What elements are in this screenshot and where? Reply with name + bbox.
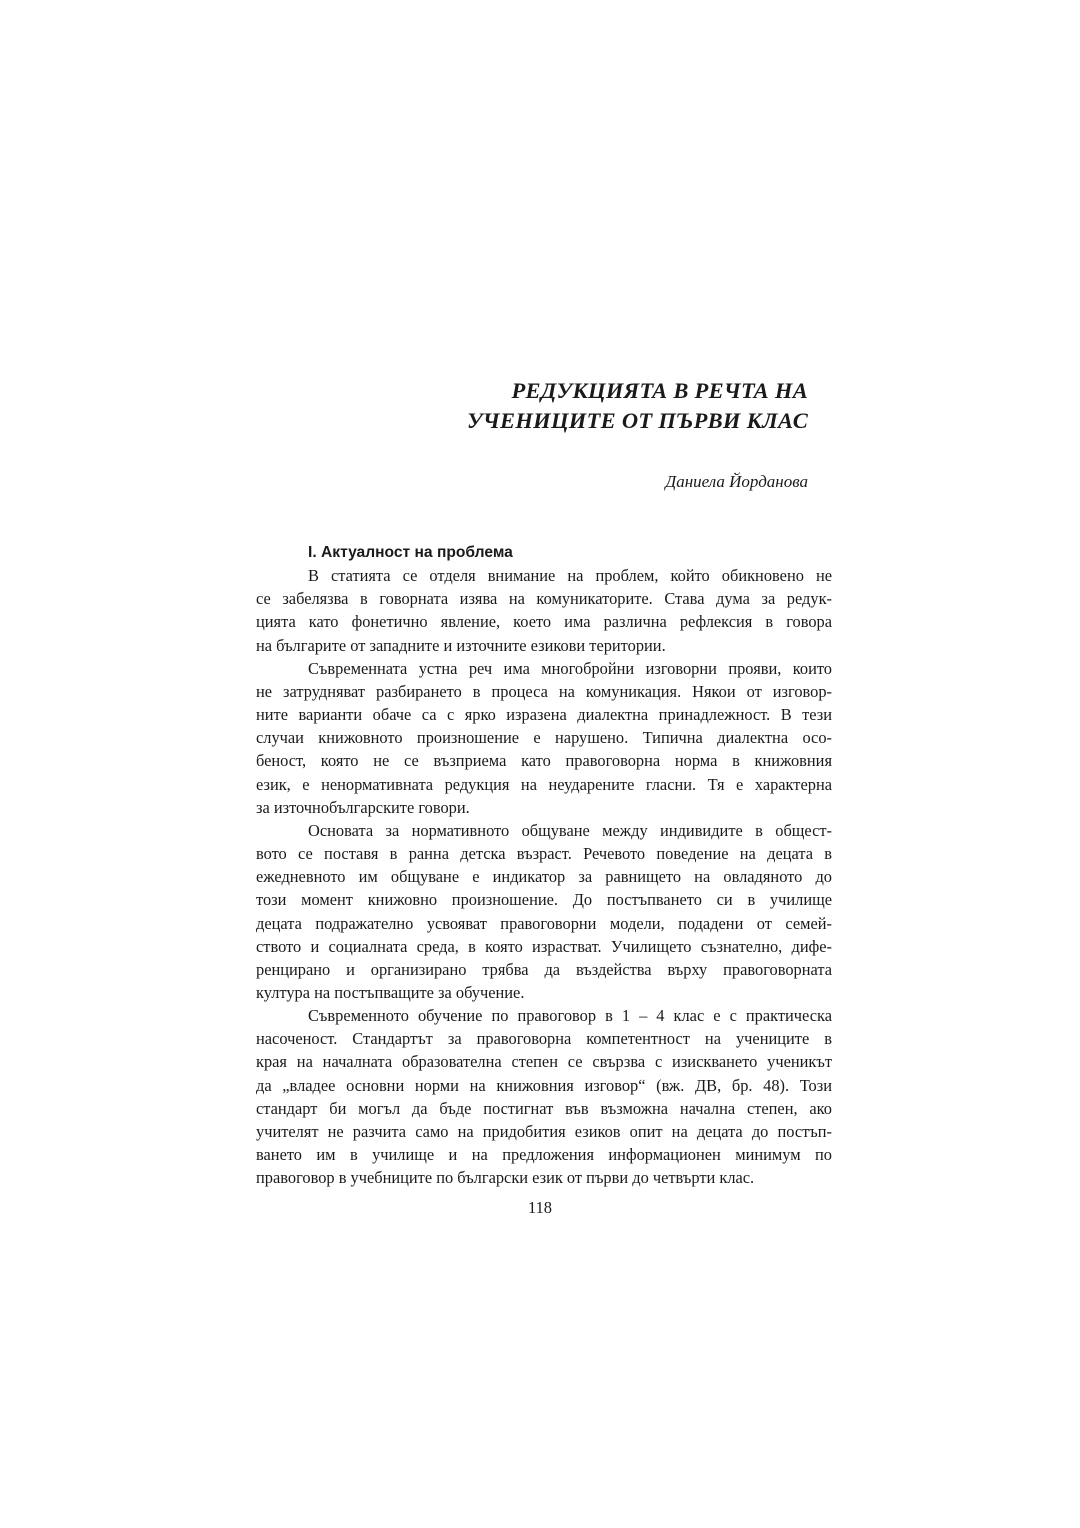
- paragraph-line: се забелязва в говорната изява на комуникаторите. Става дума за редук-: [256, 589, 832, 609]
- paragraph-line: ването им в училище и на предложения информационен минимум по: [256, 1145, 832, 1165]
- paragraph-line: ренцирано и организирано трябва да въздейства върху правоговорната: [256, 959, 832, 979]
- paragraph-line: насоченост. Стандартът за правоговорна компетентност на учениците в: [256, 1029, 832, 1049]
- paragraph: [256, 1004, 832, 1189]
- paragraph-line: беност, която не се възприема като правоговорна норма в книжовния: [256, 751, 832, 771]
- paragraph: [256, 657, 832, 819]
- paragraph-line: Съвременната устна реч има многобройни изговорни прояви, които: [308, 658, 832, 678]
- paragraph: [256, 819, 832, 1004]
- paragraph-line: не затрудняват разбирането в процеса на комуникация. Някои от изговор-: [256, 681, 832, 701]
- section-heading: I. Актуалност на проблема: [308, 544, 513, 561]
- paragraph-line: този момент книжовно произношение. До постъпването си в училище: [256, 890, 832, 910]
- paragraph-line: децата подражателно усвояват правоговорни модели, подадени от семей-: [256, 913, 832, 933]
- article-body: [256, 541, 832, 1189]
- paragraph: [256, 564, 832, 657]
- paragraph-line: да „владее основни норми на книжовния изговор“ (вж. ДВ, бр. 48). Този: [256, 1075, 832, 1095]
- paragraph-line: ството и социалната среда, в която израстват. Училището съзнателно, дифе-: [256, 936, 832, 956]
- paragraph-line: на българите от западните и източните езикови територии.: [256, 635, 666, 655]
- article-title: [288, 376, 808, 436]
- paragraph-line: ните варианти обаче са с ярко изразена диалектна принадлежност. В тези: [256, 705, 832, 725]
- article-title-line-2: УЧЕНИЦИТЕ ОТ ПЪРВИ КЛАС: [466, 408, 808, 433]
- page-number: 118: [528, 1198, 552, 1217]
- paragraph-line: ежедневното им общуване е индикатор за равнището на овладяното до: [256, 867, 832, 887]
- paragraph-line: култура на постъпващите за обучение.: [256, 982, 525, 1002]
- paragraph-line: Основата за нормативното общуване между индивидите в общест-: [308, 820, 832, 840]
- paragraph-line: правоговор в учебниците по български език от първи до четвърти клас.: [256, 1168, 755, 1188]
- paragraph-line: В статията се отделя внимание на проблем, който обикновено не: [308, 566, 832, 586]
- paragraph-line: случаи книжовното произношение е нарушено. Типична диалектна осо-: [256, 728, 832, 748]
- paragraphs-container: [256, 564, 832, 1189]
- paragraph-line: учителят не разчита само на придобития езиков опит на децата до постъп-: [256, 1121, 832, 1141]
- paragraph-line: език, е ненормативната редукция на неударените гласни. Тя е характерна: [256, 774, 832, 794]
- paragraph-line: Съвременното обучение по правоговор в 1 – 4 клас е с практическа: [308, 1006, 832, 1026]
- author-name: Даниела Йорданова: [665, 472, 808, 491]
- paragraph-line: вото се поставя в ранна детска възраст. Речевото поведение на децата в: [256, 844, 832, 864]
- paragraph-line: края на началната образователна степен се свързва с изискването ученикът: [256, 1052, 832, 1072]
- article-title-line-1: РЕДУКЦИЯТА В РЕЧТА НА: [511, 378, 808, 403]
- paragraph-line: за източнобългарските говори.: [256, 797, 470, 817]
- paragraph-line: цията като фонетично явление, което има различна рефлексия в говора: [256, 612, 832, 632]
- paragraph-line: стандарт би могъл да бъде постигнат във възможна начална степен, ако: [256, 1098, 832, 1118]
